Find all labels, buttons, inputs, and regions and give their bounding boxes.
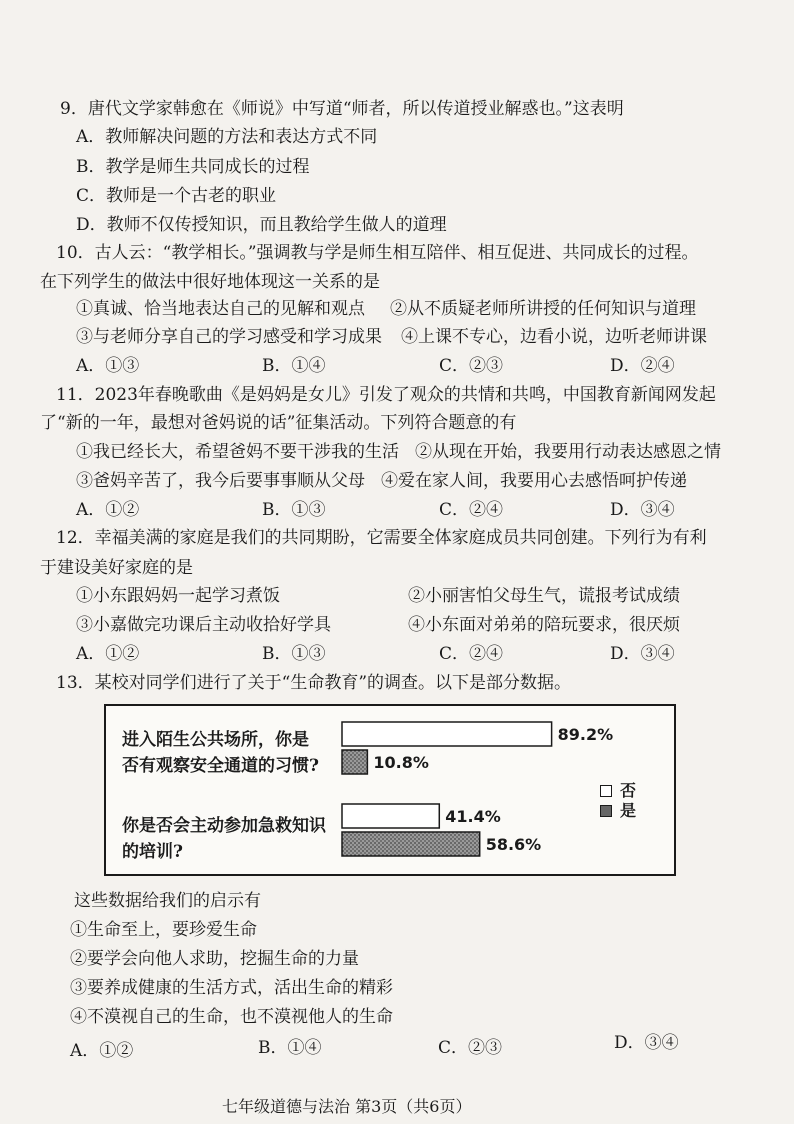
q12-option-c: C．②④ [439,644,504,664]
data-label-no-2: 41.4% [445,807,501,826]
q11-statement-4: ④爱在家人间，我要用心去感悟呵护传递 [381,471,687,491]
q11-statement-2: ②从现在开始，我要用行动表达感恩之情 [415,442,721,462]
q13-intro: 这些数据给我们的启示有 [74,891,261,911]
q13-option-b: B．①④ [258,1038,322,1058]
category-label-2-line1: 你是否会主动参加急救知识 [122,816,326,836]
q10-option-c: C．②③ [439,356,504,376]
q10-option-b: B．①④ [262,356,326,376]
q10-stem-line2: 在下列学生的做法中很好地体现这一关系的是 [40,272,380,292]
q10-stem-line1: 10．古人云：“教学相长。”强调教与学是师生相互陪伴、相互促进、共同成长的过程。 [56,243,699,263]
q12-stem-line2: 于建设美好家庭的是 [40,558,193,578]
q9-option-c: C．教师是一个古老的职业 [76,186,277,206]
bar-yes-1 [342,750,367,774]
q11-stem-line1: 11．2023年春晚歌曲《是妈妈是女儿》引发了观众的共情和共鸣，中国教育新闻网发起 [56,385,716,405]
q13-option-c: C．②③ [438,1038,503,1058]
q9-stem: 9．唐代文学家韩愈在《师说》中写道“师者，所以传道授业解惑也。”这表明 [60,99,624,119]
q10-statement-2: ②从不质疑老师所讲授的任何知识与道理 [390,299,696,319]
q13-stem: 13．某校对同学们进行了关于“生命教育”的调查。以下是部分数据。 [56,673,572,693]
q11-option-d: D．③④ [610,500,675,520]
q11-stem-line2: 了“新的一年，最想对爸妈说的话”征集活动。下列符合题意的有 [40,413,517,433]
category-label-1-line1: 进入陌生公共场所，你是 [122,730,309,750]
q13-statement-1: ①生命至上，要珍爱生命 [70,920,257,940]
page-footer: 七年级道德与法治 第3页（共6页） [222,1097,472,1116]
q9-option-a: A．教师解决问题的方法和表达方式不同 [76,127,378,147]
q13-statement-4: ④不漠视自己的生命，也不漠视他人的生命 [70,1007,393,1027]
q9-option-b: B．教学是师生共同成长的过程 [76,157,310,177]
category-label-1-line2: 否有观察安全通道的习惯? [122,756,319,776]
category-label-2-line2: 的培训? [122,842,183,862]
legend-swatch-no [600,785,612,797]
q12-statement-2: ②小丽害怕父母生气，谎报考试成绩 [408,586,680,606]
q12-statement-3: ③小嘉做完功课后主动收拾好学具 [76,615,331,635]
q12-option-a: A．①② [76,644,140,664]
legend-item-no [600,782,636,800]
q10-option-d: D．②④ [610,356,675,376]
q10-statement-4: ④上课不专心，边看小说，边听老师讲课 [401,327,707,347]
survey-bar-chart [104,704,676,876]
data-label-yes-2: 58.6% [485,835,542,854]
bar-no-2 [342,804,439,828]
q10-statement-3: ③与老师分享自己的学习感受和学习成果 [76,327,382,347]
q11-option-a: A．①② [76,500,140,520]
q13-statement-3: ③要养成健康的生活方式，活出生命的精彩 [70,978,393,998]
q11-statement-1: ①我已经长大，希望爸妈不要干涉我的生活 [76,442,399,462]
q9-option-d: D．教师不仅传授知识，而且教给学生做人的道理 [76,215,447,235]
q12-option-d: D．③④ [610,644,675,664]
bars-layer [106,706,674,874]
q12-statement-4: ④小东面对弟弟的陪玩要求，很厌烦 [408,615,680,635]
q12-statement-1: ①小东跟妈妈一起学习煮饭 [76,586,280,606]
legend-label-yes: 是 [620,801,637,820]
legend-label-no: 否 [620,781,637,800]
q13-option-a: A．①② [70,1041,134,1061]
q11-option-b: B．①③ [262,500,326,520]
q10-statement-1: ①真诚、恰当地表达自己的见解和观点 [76,299,365,319]
q11-option-c: C．②④ [439,500,504,520]
bar-no-1 [342,722,552,746]
q12-option-b: B．①③ [262,644,326,664]
q13-statement-2: ②要学会向他人求助，挖掘生命的力量 [70,949,359,969]
legend-swatch-yes [600,805,612,817]
q10-option-a: A．①③ [76,356,140,376]
bar-yes-2 [342,832,480,856]
q11-statement-3: ③爸妈辛苦了，我今后要事事顺从父母 [76,471,365,491]
data-label-no-1: 89.2% [557,725,614,744]
legend-item-yes [600,802,636,820]
data-label-yes-1: 10.8% [373,753,429,772]
q13-option-d: D．③④ [614,1033,679,1053]
q12-stem-line1: 12．幸福美满的家庭是我们的共同期盼，它需要全体家庭成员共同创建。下列行为有利 [56,528,707,548]
